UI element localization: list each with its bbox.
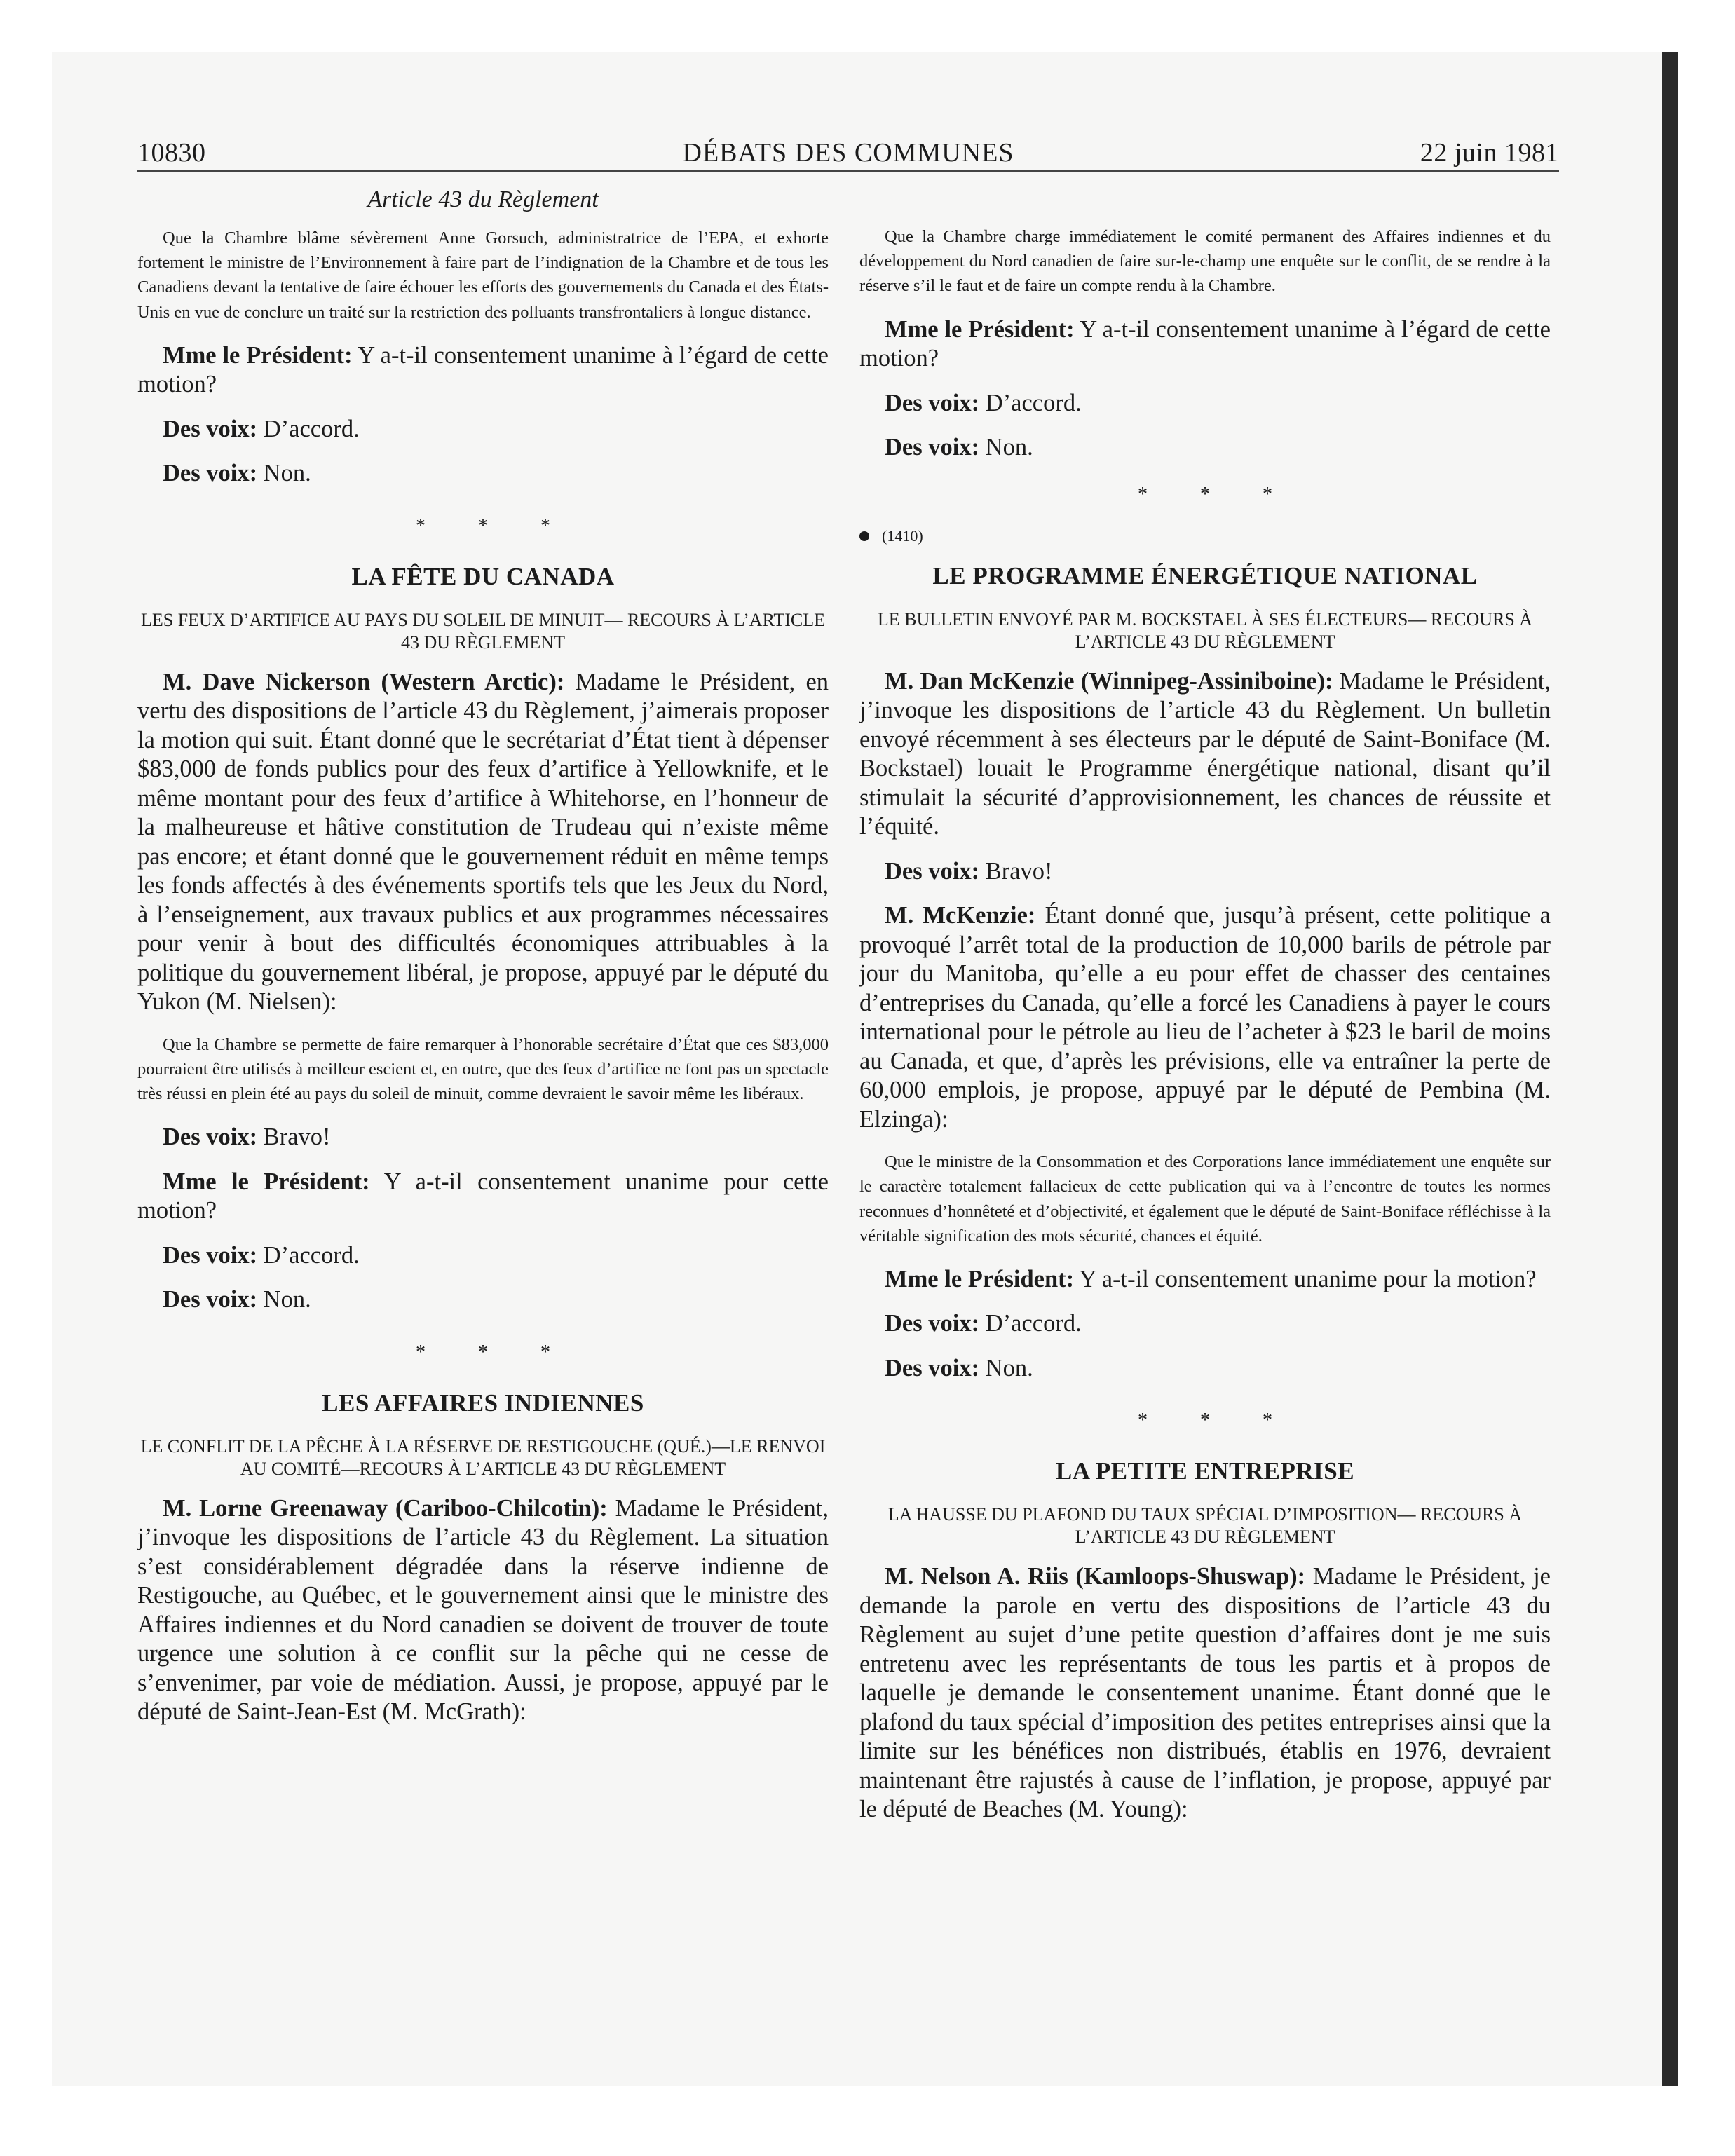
speech-paragraph — [859, 857, 1551, 887]
speaker-name: Des voix: — [163, 415, 258, 442]
speaker-name: M. Nelson A. Riis (Kamloops-Shuswap): — [885, 1563, 1306, 1590]
speech-text: Bravo! — [263, 1124, 331, 1151]
speaker-name: Des voix: — [163, 460, 258, 487]
section-separator: * * * — [1138, 1410, 1296, 1432]
speech-text: Bravo! — [985, 857, 1053, 885]
binding-edge — [1662, 52, 1678, 2086]
speech-text: Madame le Président, j’invoque les dispositions de l’article 43 du Règlement. La situation s’est considérablement dégradée dans la réserve indienne de Restigouche, au Québec, et le gouvernement ainsi que le ministre des Affaires indiennes et du Nord canadien se doivent de trouver de toute urgence une solution à ce conflit sur la pêche qui ne cesse de s’envenimer, par voie de médiation. Aussi, je propose, appuyé par le député de Saint-Jean-Est (M. McGrath): — [137, 1494, 829, 1726]
section-subheading: LE CONFLIT DE LA PÊCHE À LA RÉSERVE DE RESTIGOUCHE (QUÉ.)—LE RENVOI AU COMITÉ—RECOURS À L’ARTICLE 43 DU RÈGLEMENT — [140, 1435, 826, 1479]
speaker-name: Mme le Président: — [885, 315, 1075, 343]
speech-text: Non. — [985, 434, 1033, 461]
speaker-name: Des voix: — [163, 1241, 258, 1269]
speech-paragraph — [859, 433, 1551, 463]
speech-paragraph — [859, 1562, 1551, 1824]
speaker-name: Des voix: — [885, 857, 980, 885]
speaker-name: Mme le Président: — [163, 341, 353, 369]
speaker-name: Des voix: — [885, 389, 980, 416]
issue-date: 22 juin 1981 — [1420, 138, 1559, 168]
left-column — [137, 186, 829, 1742]
speaker-name: Des voix: — [163, 1124, 258, 1151]
speech-paragraph — [137, 1123, 829, 1152]
speaker-name: Des voix: — [885, 1354, 980, 1381]
speech-paragraph — [137, 459, 829, 489]
speech-text: D’accord. — [985, 1310, 1082, 1337]
speaker-name: Mme le Président: — [885, 1265, 1075, 1292]
motion-text: Que la Chambre se permette de faire remarquer à l’honorable secrétaire d’État que ces $83,000 pourraient être utilisés à meilleur escient et, en outre, que des feux d’artifice ne font pas un spectacle très réussi en plein été au pays du soleil de minuit, comme devraient le savoir même les libéraux. — [137, 1035, 829, 1104]
section-heading: LES AFFAIRES INDIENNES — [322, 1389, 644, 1417]
section-heading: LE PROGRAMME ÉNERGÉTIQUE NATIONAL — [932, 561, 1478, 589]
speech-paragraph — [137, 1285, 829, 1315]
speech-text: Y a-t-il consentement unanime pour la motion? — [1079, 1265, 1537, 1292]
speaker-name: M. McKenzie: — [885, 902, 1036, 929]
running-header — [137, 137, 1559, 171]
speech-text: Madame le Président, j’invoque les dispositions de l’article 43 du Règlement. Un bulletin envoyé récemment à ses électeurs par le député de Saint-Boniface (M. Bockstael) louait le Programme énergétique national, disant qu’il stimulait la sécurité d’approvisionnement, les chances de réussite et l’équité. — [859, 667, 1551, 840]
publication-title: DÉBATS DES COMMUNES — [682, 138, 1014, 168]
speech-text: Y a-t-il consentement unanime à l’égard de cette motion? — [859, 315, 1551, 372]
speech-text: Non. — [263, 1286, 311, 1314]
speech-text: Madame le Président, je demande la parole en vertu des dispositions de l’article 43 du Règlement au sujet d’une petite question d’affaires dont je me suis entretenu avec les représentants de tous les partis et à propos de laquelle je demande le consentement unanime. Étant donné que le plafond du taux spécial d’imposition des petites entreprises ainsi que la limite sur les bénéfices non distribués, établis en 1976, devraient maintenant être rajustés à cause de l’inflation, je propose, appuyé par le député de Beaches (M. Young): — [859, 1563, 1551, 1823]
speech-paragraph — [137, 1168, 829, 1226]
speaker-name: Des voix: — [885, 1310, 980, 1337]
speaker-name: M. Dave Nickerson (Western Arctic): — [163, 668, 565, 695]
time-marker-text: (1410) — [882, 526, 923, 545]
speech-paragraph — [859, 389, 1551, 418]
section-subheading: LE BULLETIN ENVOYÉ PAR M. BOCKSTAEL À SES ÉLECTEURS— RECOURS À L’ARTICLE 43 DU RÈGLEMENT — [877, 608, 1533, 652]
speaker-name: Des voix: — [163, 1286, 258, 1314]
header-rule — [137, 170, 1559, 172]
speech-text: D’accord. — [263, 415, 360, 442]
speech-paragraph — [137, 668, 829, 1017]
speaker-name: M. Dan McKenzie (Winnipeg-Assiniboine): — [885, 667, 1333, 695]
speech-text: D’accord. — [985, 389, 1082, 416]
speech-paragraph — [137, 341, 829, 400]
section-heading: LA PETITE ENTREPRISE — [1055, 1457, 1355, 1485]
motion-text: Que la Chambre charge immédiatement le comité permanent des Affaires indiennes et du développement du Nord canadien de faire sur-le-champ une enquête sur le conflit, de se rendre à la réserve s’il le faut et de faire un compte rendu à la Chambre. — [859, 227, 1551, 296]
speech-text: Y a-t-il consentement unanime pour cette motion? — [137, 1168, 829, 1224]
right-column — [859, 186, 1551, 1840]
speaker-name: Mme le Président: — [163, 1168, 370, 1195]
speech-text: Non. — [263, 460, 311, 487]
speech-text: Étant donné que, jusqu’à présent, cette politique a provoqué l’arrêt total de la production de 10,000 barils de pétrole par jour du Manitoba, qu’elle a eu pour effet de chasser des centaines d’entreprises du Canada, qu’elle a forcé les Canadiens à payer le cours international pour le pétrole au lieu de l’acheter à $23 le baril de moins au Canada, et que, d’après les prévisions, elle va entraîner la perte de 60,000 emplois, je propose, appuyé par le député de Pembina (M. Elzinga): — [859, 902, 1551, 1133]
section-separator: * * * — [416, 1341, 574, 1363]
speech-paragraph — [859, 1309, 1551, 1339]
speech-paragraph — [859, 901, 1551, 1134]
speech-text: Madame le Président, en vertu des dispositions de l’article 43 du Règlement, j’aimerais proposer la motion qui suit. Étant donné que le secrétariat d’État tient à dépenser $83,000 de fonds publics pour des feux d’artifice à Yellowknife, et le même montant pour des feux d’artifice à Whitehorse, en l’honneur de la malheureuse et hâtive constitution de Trudeau qui n’existe même pas encore; et étant donné que le gouvernement réduit en même temps les fonds affectés à des événements sportifs tels que les Jeux du Nord, à l’enseignement, aux travaux publics et aux programmes nécessaires pour venir à bout des difficultés économiques attribuables à la politique du gouvernement libéral, je propose, appuyé par le député du Yukon (M. Nielsen): — [137, 668, 829, 1016]
speech-text: Non. — [985, 1354, 1033, 1381]
section-title: Article 43 du Règlement — [367, 186, 599, 212]
page-number: 10830 — [137, 138, 206, 168]
section-subheading: LES FEUX D’ARTIFICE AU PAYS DU SOLEIL DE MINUIT— RECOURS À L’ARTICLE 43 DU RÈGLEMENT — [140, 609, 825, 653]
section-heading: LA FÊTE DU CANADA — [351, 562, 615, 590]
motion-text: Que le ministre de la Consommation et des Corporations lance immédiatement une enquête sur le caractère totalement fallacieux de cette publication qui va à l’encontre de toutes les normes reconnues d’honnêteté et d’objectivité, et également que le député de Saint-Boniface réfléchisse à la véritable signification des mots sécurité, chances et équité. — [859, 1152, 1551, 1246]
speech-text: Y a-t-il consentement unanime à l’égard de cette motion? — [137, 341, 829, 398]
bullet-icon — [859, 531, 869, 541]
speech-paragraph — [859, 667, 1551, 842]
speaker-name: Des voix: — [885, 434, 980, 461]
section-separator: * * * — [1138, 483, 1296, 505]
speech-text: D’accord. — [263, 1241, 360, 1269]
speech-paragraph — [137, 1241, 829, 1271]
speaker-name: M. Lorne Greenaway (Cariboo-Chilcotin): — [163, 1494, 608, 1522]
section-subheading: LA HAUSSE DU PLAFOND DU TAUX SPÉCIAL D’IMPOSITION— RECOURS À L’ARTICLE 43 DU RÈGLEMENT — [887, 1504, 1523, 1548]
speech-paragraph — [137, 415, 829, 444]
speech-paragraph — [859, 315, 1551, 374]
section-separator: * * * — [416, 514, 574, 537]
time-marker — [859, 527, 1551, 545]
motion-text: Que la Chambre blâme sévèrement Anne Gorsuch, administratrice de l’EPA, et exhorte fortement le ministre de l’Environnement à faire part de l’indignation de la Chambre et de tous les Canadiens devant la tentative de faire échouer les efforts des gouvernements du Canada et des États-Unis en vue de conclure un traité sur la restriction des polluants transfrontaliers à longue distance. — [137, 228, 829, 322]
speech-paragraph — [859, 1354, 1551, 1384]
speech-paragraph — [137, 1494, 829, 1727]
speech-paragraph — [859, 1265, 1551, 1295]
